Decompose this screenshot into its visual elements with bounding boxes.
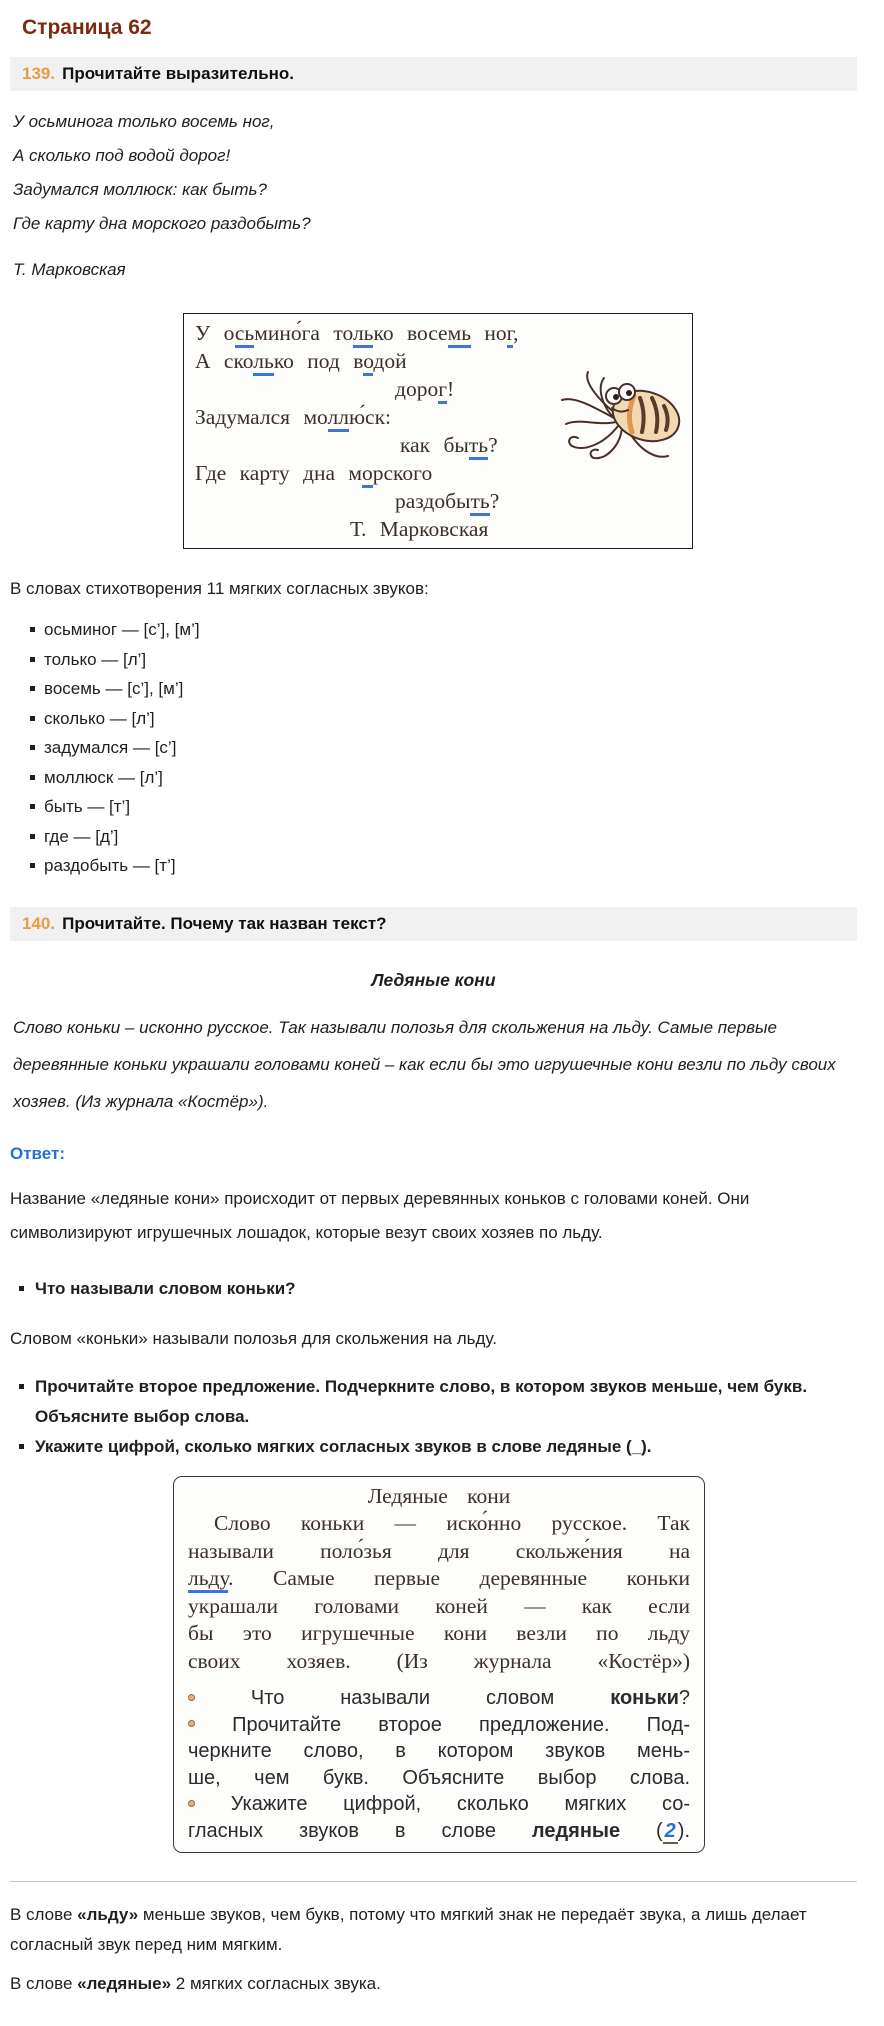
sound-item: сколько — [л’] <box>10 704 857 734</box>
task-bullet-icon <box>188 1800 195 1807</box>
sound-item: где — [д’] <box>10 822 857 852</box>
sounds-intro: В словах стихотворения 11 мягких согласных звуков: <box>10 579 429 598</box>
explanation-ledyanye: В слове «ледяные» 2 мягких согласных звука. <box>10 1974 381 1993</box>
book-poem-line: Где карту дна морского <box>195 459 692 487</box>
sound-item: только — [л’] <box>10 645 857 675</box>
section-divider <box>10 1881 857 1882</box>
poem-line: Задумался моллюск: как быть? <box>13 180 267 199</box>
book-task-block <box>188 1685 690 1844</box>
poem-line: Где карту дна морского раздобыть? <box>13 214 311 233</box>
question-item: Прочитайте второе предложение. Подчеркните слово, в котором звуков меньше, чем букв. Объясните выбор слова. <box>10 1372 857 1432</box>
poem-text <box>13 105 857 241</box>
book-poem-line: А сколько под водой <box>195 347 692 375</box>
poem-line: У осьминога только восемь ног, <box>13 112 275 131</box>
textbook-scan-text <box>173 1476 705 1854</box>
book-text-line: называли поло́зья для скольже́ния на <box>188 1538 690 1563</box>
poem-author: Т. Марковская <box>13 260 126 279</box>
page-title: Страница 62 <box>22 16 152 39</box>
question-list-2 <box>10 1372 857 1462</box>
exercise-139-number: 139. <box>22 64 56 83</box>
sound-item: моллюск — [л’] <box>10 763 857 793</box>
book-poem-author: Т. Марковская <box>350 517 489 541</box>
explanation-ldu: В слове «льду» меньше звуков, чем букв, потому что мягкий знак не передаёт звука, а лишь делает согласный звук перед ним мягким. <box>10 1905 807 1954</box>
book-task-line: ше, чем букв. Объясните выбор слова. <box>188 1766 690 1789</box>
sound-item: восемь — [с’], [м’] <box>10 674 857 704</box>
book-text-title: Ледяные кони <box>367 1483 511 1508</box>
octopus-illustration-icon <box>554 366 686 468</box>
book-text-line: Слово коньки — иско́нно русское. Так <box>214 1511 690 1535</box>
question-item: Укажите цифрой, сколько мягких согласных звуков в слове ледяные (_). <box>10 1432 857 1462</box>
book-task-line: черкните слово, в котором звуков мень- <box>188 1740 690 1762</box>
book-poem-line: Задумался моллю́ск: <box>195 403 692 431</box>
soft-consonants-list <box>10 615 857 881</box>
textbook-scan-poem <box>183 313 693 549</box>
book-poem-line: раздобыть? <box>395 487 692 515</box>
page <box>0 16 884 2026</box>
exercise-140-number: 140. <box>22 913 56 933</box>
text-title: Ледяные кони <box>371 969 496 990</box>
exercise-139-header <box>10 57 857 91</box>
task-bullet-icon <box>188 1720 195 1727</box>
sound-item: раздобыть — [т’] <box>10 851 857 881</box>
exercise-140-title: Прочитайте. Почему так назван текст? <box>62 913 387 933</box>
question-list-1 <box>10 1274 857 1304</box>
book-poem-line: У осьмино́га только восемь ног, <box>195 319 692 347</box>
task-bullet-icon <box>188 1694 195 1701</box>
exercise-139-title: Прочитайте выразительно. <box>62 64 295 83</box>
book-task-line: гласных звуков в слове ледяные ( 2 ). <box>188 1819 691 1842</box>
book-text-line: своих хозяев. (Из журнала «Костёр») <box>188 1648 690 1673</box>
answer-label: Ответ: <box>10 1143 65 1163</box>
book-poem-line: как быть? <box>400 431 692 459</box>
book-task-line: Укажите цифрой, сколько мягких со- <box>188 1791 690 1818</box>
book-task-line: Что называли словом коньки? <box>188 1685 690 1712</box>
sound-item: задумался — [с’] <box>10 733 857 763</box>
book-text-line: украшали головами коней — как если <box>188 1593 690 1618</box>
exercise-text: Слово коньки – исконно русское. Так называли полозья для скольжения на льду. Самые первые деревянные коньки украшали головами коней – как если бы это игрушечные кони везли по льду своих хозяев. (Из журнала «Костёр»). <box>13 1017 836 1111</box>
poem-line: А сколько под водой дорог! <box>13 146 231 165</box>
book-poem-line: дорог! <box>395 375 692 403</box>
answer-text: Название «ледяные кони» происходит от первых деревянных коньков с головами коней. Они символизируют игрушечных лошадок, которые везут своих хозяев по льду. <box>10 1188 750 1242</box>
question-item: Что называли словом коньки? <box>10 1274 857 1304</box>
exercise-140-header <box>10 907 857 941</box>
sound-item: осьминог — [с’], [м’] <box>10 615 857 645</box>
sound-item: быть — [т’] <box>10 792 857 822</box>
book-task-line: Прочитайте второе предложение. Под- <box>188 1712 690 1739</box>
book-text-line: льду. Самые первые деревянные коньки <box>188 1565 690 1593</box>
answer-q1: Словом «коньки» называли полозья для скольжения на льду. <box>10 1328 497 1348</box>
book-text-line: бы это игрушечные кони везли по льду <box>188 1621 690 1645</box>
